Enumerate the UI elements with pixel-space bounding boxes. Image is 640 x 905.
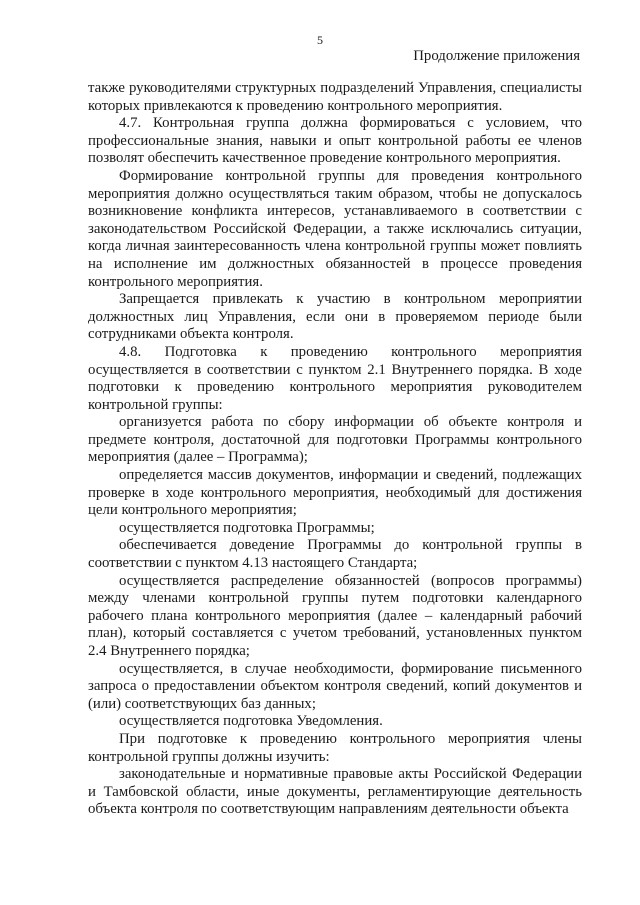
- page-number: 5: [317, 33, 323, 47]
- paragraph-14: законодательные и нормативные правовые акты Российской Федерации и Тамбовской области, иные документы, регламентирующие деятельность объекта контроля по соответствующим направлениям деятельности объекта: [88, 766, 582, 818]
- paragraph-10: осуществляется распределение обязанностей (вопросов программы) между членами контрольной группы путем подготовки календарного рабочего плана контрольного мероприятия (далее – календарный рабочий план), который составляется с учетом требований, установленных пунктом 2.4 Внутреннего порядка;: [88, 572, 582, 659]
- paragraph-1: также руководителями структурных подразделений Управления, специалисты которых привлекаются к проведению контрольного мероприятия.: [88, 80, 582, 114]
- paragraph-2: 4.7. Контрольная группа должна формироваться с условием, что профессиональные знания, навыки и опыт контрольной работы ее членов позволят обеспечить качественное проведение контрольного мероприятия.: [88, 115, 582, 167]
- paragraph-13: При подготовке к проведению контрольного мероприятия члены контрольной группы должны изучить:: [88, 730, 582, 765]
- paragraph-5: 4.8. Подготовка к проведению контрольного мероприятия осуществляется в соответствии с пунктом 2.1 Внутреннего порядка. В ходе подготовки к проведению контрольного мероприятия руководителем контрольной группы:: [88, 343, 582, 413]
- paragraph-9: обеспечивается доведение Программы до контрольной группы в соответствии с пунктом 4.13 настоящего Стандарта;: [88, 537, 582, 572]
- continuation-label: Продолжение приложения: [413, 48, 580, 64]
- paragraph-3: Формирование контрольной группы для проведения контрольного мероприятия должно осуществляться таким образом, чтобы не допускалось возникновение конфликта интересов, устанавливаемого в соответствии с законодательством Российской Федерации, а также исключались ситуации, когда личная заинтересованность члена контрольной группы может повлиять на исполнение им должностных обязанностей в процессе проведения контрольного мероприятия.: [88, 167, 582, 290]
- document-body: [88, 80, 582, 819]
- paragraph-12: осуществляется подготовка Уведомления.: [119, 713, 383, 730]
- paragraph-6: организуется работа по сбору информации об объекте контроля и предмете контроля, достаточной для подготовки Программы контрольного мероприятия (далее – Программа);: [88, 414, 582, 466]
- paragraph-11: осуществляется, в случае необходимости, формирование письменного запроса о предоставлении объектом контроля сведений, копий документов и (или) соответствующих баз данных;: [88, 660, 582, 712]
- paragraph-7: определяется массив документов, информации и сведений, подлежащих проверке в ходе контрольного мероприятия, необходимый для достижения цели контрольного мероприятия;: [88, 467, 582, 519]
- paragraph-8: осуществляется подготовка Программы;: [119, 519, 375, 536]
- paragraph-4: Запрещается привлекать к участию в контрольном мероприятии должностных лиц Управления, если они в проверяемом периоде были сотрудниками объекта контроля.: [88, 291, 582, 343]
